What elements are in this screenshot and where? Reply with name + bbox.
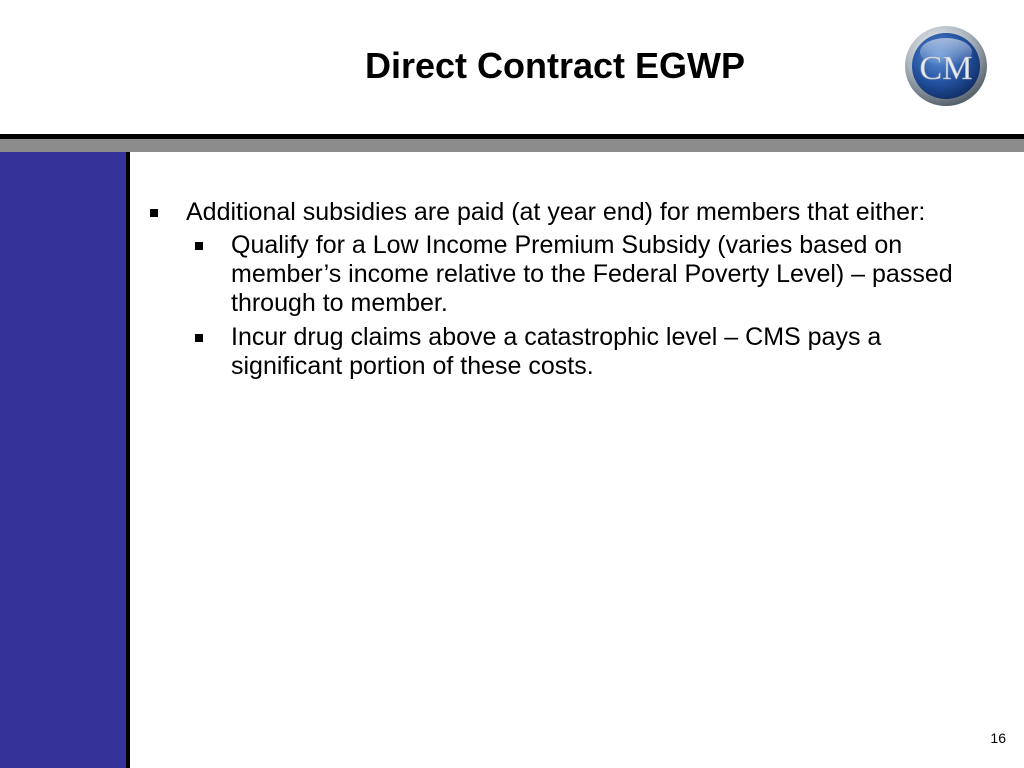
slide-title: Direct Contract EGWP [364, 45, 746, 86]
square-bullet-icon [195, 242, 203, 250]
page-number: 16 [990, 730, 1006, 746]
cm-logo-icon [903, 24, 989, 108]
cm-logo-text: CM [919, 50, 973, 87]
sub-bullet-item [193, 231, 968, 318]
sub-bullet-text: Incur drug claims above a catastrophic level – CMS pays a significant portion of these costs. [231, 323, 882, 380]
sidebar-edge [126, 152, 130, 768]
slide-content [148, 198, 968, 381]
square-bullet-icon [150, 209, 158, 217]
sub-bullet-text: Qualify for a Low Income Premium Subsidy (varies based on member’s income relative to the Federal Poverty Level) – passed through to member. [231, 231, 953, 317]
header-band [0, 139, 1024, 152]
sidebar-band [0, 152, 126, 768]
sub-bullet-item [193, 323, 968, 381]
square-bullet-icon [195, 334, 203, 342]
bullet-item [148, 198, 968, 227]
bullet-text: Additional subsidies are paid (at year end) for members that either: [186, 198, 926, 226]
